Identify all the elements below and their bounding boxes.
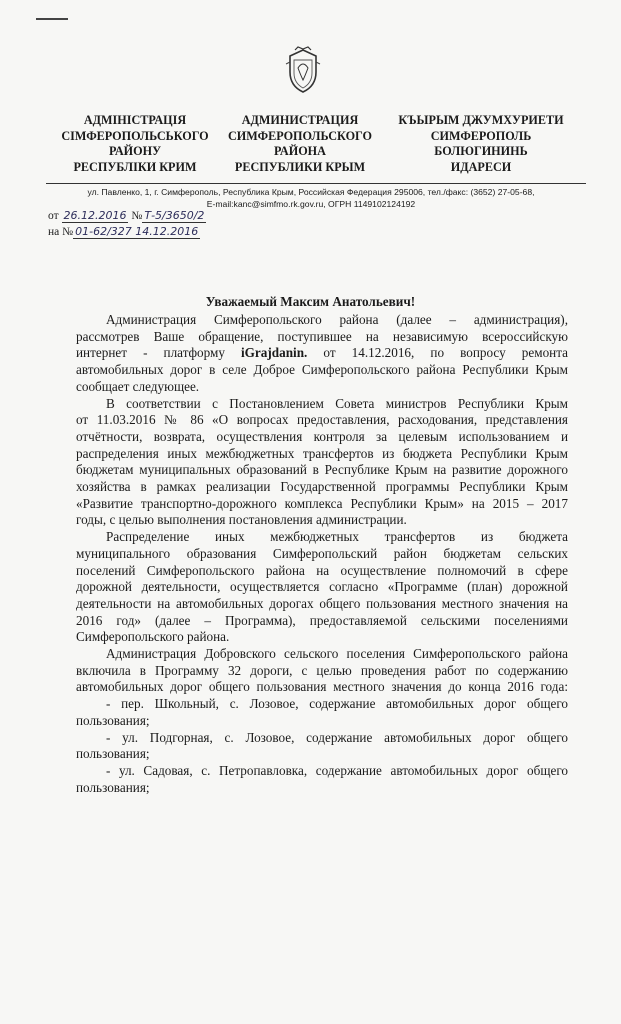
list-item-continuation: пользования; [76,779,150,795]
header-line: РЕСПУБЛІКИ КРИМ [73,159,197,174]
header-line: СІМФЕРОПОЛЬСЬКОГО [61,128,209,143]
body-line: поселений Симферопольского района на осуществление полномочий в сфере [76,562,568,578]
header-line: АДМИНИСТРАЦИЯ [241,113,359,127]
header-line: СИМФЕРОПОЛЬСКОГО [227,128,372,143]
salutation: Уважаемый Максим Анатольевич! [205,294,416,309]
contacts-block [36,186,586,210]
header-russian [215,113,385,175]
body-line: рассмотрев Ваше обращение, поступившее на независимую всероссийскую [76,328,568,344]
from-prefix: от [48,210,59,222]
contacts-address: ул. Павленко, 1, г. Симферополь, Республика Крым, Российская Федерация 295006, тел./факс: (3652) 27-05-68, [87,187,535,197]
body-line: включила в Программу 32 дороги, с целью проведения работ по содержанию [76,662,568,678]
body-line: отчётности, возврата, осуществления контроля за целевым использованием и [76,428,568,444]
header-line: АДМІНІСТРАЦІЯ [83,113,187,127]
body-line: 2016 год» (далее – Программа), предоставляемой сельскими поселениями [76,612,568,628]
list-item-continuation: пользования; [76,746,150,762]
header-divider [46,183,586,184]
incoming-number: 01-62/327 14.12.2016 [75,225,199,238]
list-item: - пер. Школьный, с. Лозовое, содержание автомобильных дорог общего [106,696,568,712]
body-line: муниципального образования Симферопольский район бюджетам сельских [76,545,568,561]
header-ukrainian [50,113,220,175]
list-item: - ул. Подгорная, с. Лозовое, содержание автомобильных дорог общего [106,729,568,745]
list-item-continuation: пользования; [76,712,150,728]
outgoing-number: Т-5/3650/2 [144,209,205,222]
body-line: бюджетам муниципальных образований в Республике Крым на развитие дорожного [76,462,568,478]
body-line: сообщает следующее. [76,378,200,394]
body-line: «Развитие транспортно-дорожного комплекса Республики Крым» на 2015 – 2017 [76,495,568,511]
outgoing-reference [48,209,206,223]
body-line-platform [76,345,568,362]
body-line: годы, с целью выполнения постановления администрации. [76,512,407,528]
body-line: Администрация Добровского сельского поселения Симферопольского района [106,646,568,662]
body-line: автомобильных дорог общего пользования местного значения до конца 2016 года: [76,679,568,695]
body-line: хозяйства в рамках реализации Государственной программы Республики Крым [76,479,568,495]
header-line: ИДАРЕСИ [450,159,512,174]
body-line: В соответствии с Постановлением Совета министров Республики Крым [106,395,568,411]
body-line: от 11.03.2016 № 86 «О вопросах предоставления, расходования, представления [76,412,568,428]
header-line: СИМФЕРОПОЛЬ [430,128,532,143]
header-line: РАЙОНУ [108,144,162,158]
body-line: распределения иных межбюджетных трансфертов из бюджета Республики Крым [76,445,568,461]
body-line: деятельности на автомобильных дорогах общего пользования местного значения на [76,595,568,611]
corner-mark [36,18,68,20]
contacts-email: E-mail:kanc@simfmo.rk.gov.ru, ОГРН 1149102124192 [206,199,416,209]
num-prefix: № [131,210,143,222]
from-date: 26.12.2016 [63,209,127,222]
header-line: КЪЫРЫМ ДЖУМХУРИЕТИ [398,113,564,127]
body-line: дорожной деятельности, осуществляется согласно «Программе (план) дорожной [76,579,568,595]
body-fragment: от 14.12.2016, по вопросу ремонта [323,345,568,361]
body-line: Администрация Симферопольского района (далее – администрация), [106,312,568,327]
body-fragment: интернет - платформу [76,345,225,361]
coat-of-arms-icon [282,46,324,94]
header-line: РЕСПУБЛИКИ КРЫМ [234,159,366,174]
body-line: Распределение иных межбюджетных трансфертов из бюджета [106,529,568,545]
incoming-reference [48,225,200,239]
letter-body [76,312,568,796]
platform-name: iGrajdanin. [241,345,308,361]
header-line: РАЙОНА [274,144,326,158]
header-line: БОЛЮГИНИНЬ [434,144,528,158]
list-item: - ул. Садовая, с. Петропавловка, содержание автомобильных дорог общего [106,762,568,778]
body-line: Симферопольского района. [76,629,230,645]
header-crimean-tatar [396,113,566,175]
body-line: автомобильных дорог в селе Доброе Симферопольского района Республики Крым [76,362,568,378]
reply-prefix: на № [48,226,74,238]
